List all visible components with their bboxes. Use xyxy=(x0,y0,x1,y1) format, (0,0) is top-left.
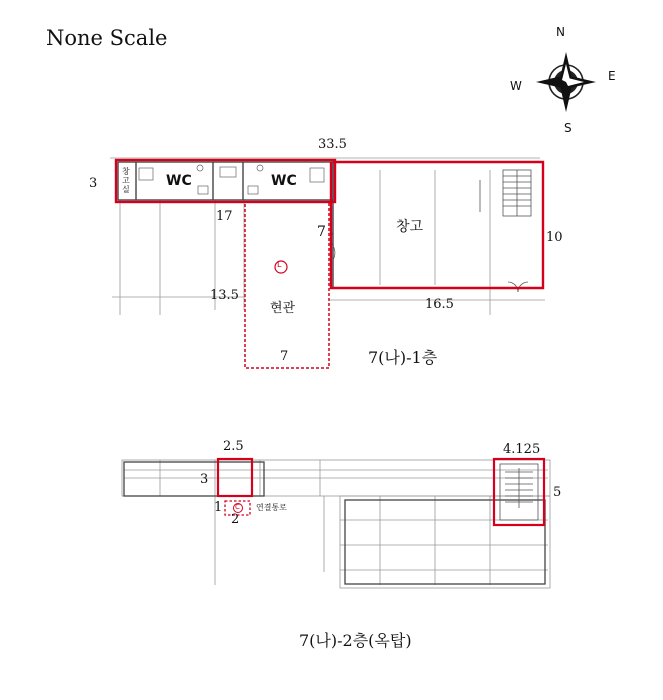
dim-5: 5 xyxy=(553,485,562,500)
dim-top-width: 33.5 xyxy=(318,137,347,152)
compass-icon xyxy=(536,52,596,112)
scale-label: None Scale xyxy=(46,26,168,50)
dim-3: 3 xyxy=(200,472,209,487)
room-small: 창고실 xyxy=(122,167,130,194)
compass-west-label: W xyxy=(510,79,522,93)
dim-2-5: 2.5 xyxy=(223,439,244,454)
dim-16-5: 16.5 xyxy=(425,297,454,312)
dim-right-10: 10 xyxy=(546,230,563,245)
floor2-plan xyxy=(122,459,550,588)
dim-bottom-7: 7 xyxy=(280,349,289,364)
compass-south-label: S xyxy=(564,121,572,135)
dim-17: 17 xyxy=(216,209,233,224)
floor2-caption: 7(나)-2층(옥탑) xyxy=(299,631,412,650)
floor1-plan xyxy=(110,158,545,368)
floor1-caption: 7(나)-1층 xyxy=(368,348,438,367)
marker-l: L xyxy=(277,260,282,269)
dim-13-5: 13.5 xyxy=(210,288,239,303)
marker-c: C xyxy=(235,503,240,511)
room-storage: 창고 xyxy=(396,219,424,235)
compass-north-label: N xyxy=(556,25,565,39)
room-wc-left: WC xyxy=(166,173,192,189)
dim-4-125: 4.125 xyxy=(503,442,541,457)
dim-2: 2 xyxy=(231,512,240,527)
dim-1: 1 xyxy=(214,500,223,515)
room-entrance: 현관 xyxy=(270,301,296,316)
room-wc-right: WC xyxy=(271,173,297,189)
compass-east-label: E xyxy=(608,69,616,83)
dim-left-strip: 3 xyxy=(89,176,98,191)
passage-label: 연결통로 xyxy=(256,503,287,512)
dim-corridor-7: 7 xyxy=(317,224,326,240)
